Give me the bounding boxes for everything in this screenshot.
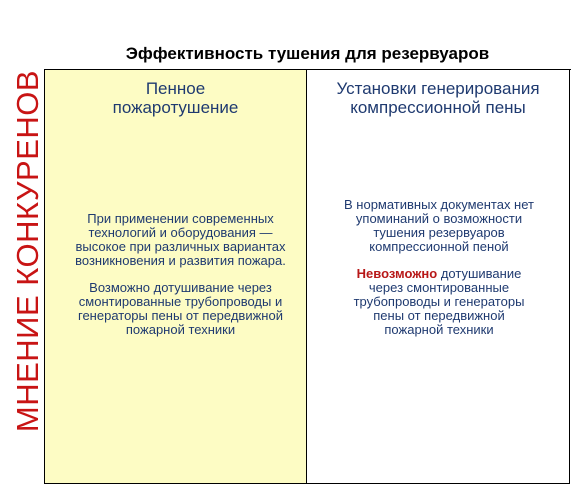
text-line: через смонтированные <box>368 280 510 295</box>
text-line: пожарной техники <box>125 322 236 337</box>
text-line: тушения резервуаров <box>373 225 505 240</box>
heading-line: пожаротушение <box>112 98 239 117</box>
text-line: При применении современных <box>87 211 274 226</box>
text-line: генераторы пены от передвижной <box>78 308 283 323</box>
paragraph-impossible <box>323 267 555 337</box>
text-line: пожарной техники <box>384 322 494 337</box>
side-label-competitors-opinion: МНЕНИЕ КОНКУРЕНОВ <box>10 69 45 433</box>
text-line: высокое при различных вариантах <box>75 239 286 254</box>
text-line: В нормативных документах нет <box>344 197 534 212</box>
text-line: дотушивание <box>437 266 522 281</box>
column-heading-foam <box>45 79 306 117</box>
text-line: компрессионной пеной <box>369 239 509 254</box>
text-line: возникновения и развития пожара. <box>75 253 286 268</box>
text-line: технологий и оборудования — <box>88 225 273 240</box>
column-compressed-foam <box>307 70 569 483</box>
column-heading-compressed-foam <box>307 79 569 117</box>
text-line: упоминаний о возможности <box>355 211 523 226</box>
text-line: Возможно дотушивание через <box>89 280 272 295</box>
paragraph-extinguishing <box>65 281 296 337</box>
emphasis-impossible: Невозможно <box>356 266 438 281</box>
text-line: смонтированные трубопроводы и <box>78 294 283 309</box>
column-body-compressed-foam <box>307 198 569 350</box>
heading-line: Установки генерирования <box>336 79 540 98</box>
page-title: Эффективность тушения для резервуаров <box>125 44 490 63</box>
paragraph-regulations <box>323 198 555 254</box>
comparison-table <box>44 70 570 484</box>
heading-line: Пенное <box>145 79 206 98</box>
text-line: трубопроводы и генераторы <box>353 294 525 309</box>
text-line: пены от передвижной <box>373 308 505 323</box>
heading-line: компрессионной пены <box>350 98 526 117</box>
paragraph-efficiency <box>65 212 296 268</box>
column-foam-extinguishing <box>45 70 307 483</box>
column-body-foam <box>45 212 306 350</box>
